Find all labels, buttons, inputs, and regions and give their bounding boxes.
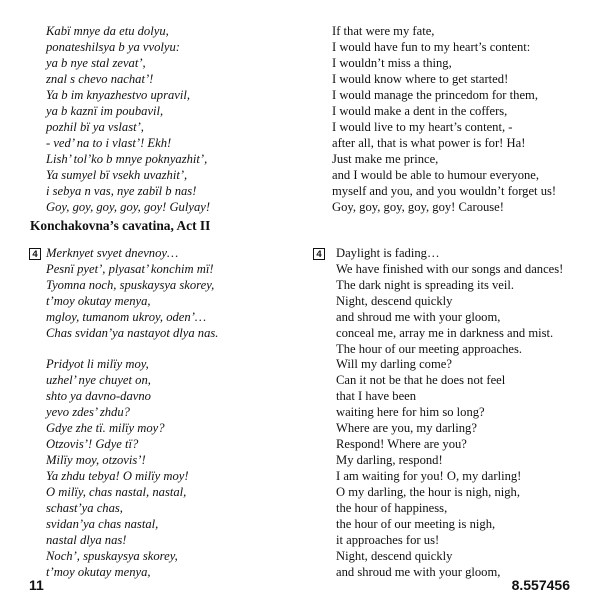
translation-line: it approaches for us!: [336, 533, 440, 547]
translation-line: I would manage the princedom for them,: [332, 88, 538, 102]
translation-line: The hour of our meeting approaches.: [336, 342, 523, 356]
translation-line: Can it not be that he does not feel: [336, 373, 506, 387]
translation-line: The dark night is spreading its veil.: [336, 278, 515, 292]
translation-line: that I have been: [336, 389, 417, 403]
lyric-line: O milïy, chas nastal, nastal,: [46, 485, 187, 499]
lyric-line: Ya b im knyazhestvo upravil,: [46, 88, 191, 102]
lyric-line: mgloy, tumanom ukroy, oden’…: [46, 310, 207, 324]
translation-line: Where are you, my darling?: [336, 421, 477, 435]
lyric-line: i sebya n vas, nye zabïl b nas!: [46, 184, 197, 198]
lyric-line: shto ya davno-davno: [46, 389, 151, 403]
lyric-line: nastal dlya nas!: [46, 533, 127, 547]
lyric-line: Otzovis’! Gdye tï?: [46, 437, 139, 451]
translation-line: I would have fun to my heart’s content:: [332, 40, 531, 54]
catalogue-number: 8.557456: [511, 577, 570, 593]
lyric-line: svidan’ya chas nastal,: [46, 517, 159, 531]
lyric-line: ponateshilsya b ya vvolyu:: [46, 40, 180, 54]
translation-line: Respond! Where are you?: [336, 437, 467, 451]
translation-line: If that were my fate,: [332, 24, 435, 38]
translation-line: I would make a dent in the coffers,: [332, 104, 508, 118]
lyric-line: Ya sumyel bï vsekh uvazhit’,: [46, 168, 188, 182]
lyric-line: yevo zdes’ zhdu?: [46, 405, 130, 419]
translation-line: I would live to my heart’s content, -: [332, 120, 513, 134]
translation-line: and shroud me with your gloom,: [336, 310, 501, 324]
lyric-line: ya b kaznï im poubavil,: [46, 104, 164, 118]
translation-line: after all, that is what power is for! Ha!: [332, 136, 526, 150]
lyric-line: Pridyot li milïy moy,: [46, 357, 149, 371]
translation-line: I am waiting for you! O, my darling!: [336, 469, 522, 483]
translation-line: conceal me, array me in darkness and mist.: [336, 326, 554, 340]
lyric-line: t’moy okutay menya,: [46, 565, 151, 579]
lyric-line: uzhel’ nye chuyet on,: [46, 373, 151, 387]
translation-line: Night, descend quickly: [336, 294, 453, 308]
translation-line: My darling, respond!: [336, 453, 443, 467]
track-marker-left: 4: [29, 248, 41, 260]
translation-line: waiting here for him so long?: [336, 405, 485, 419]
translation-line: Will my darling come?: [336, 357, 452, 371]
lyric-line: Ya zhdu tebya! O milïy moy!: [46, 469, 189, 483]
section-title: Konchakovna’s cavatina, Act II: [30, 218, 211, 233]
translation-line: I wouldn’t miss a thing,: [332, 56, 452, 70]
translation-line: We have finished with our songs and dances!: [336, 262, 564, 276]
lyric-line: Milïy moy, otzovis’!: [46, 453, 146, 467]
translation-line: and shroud me with your gloom,: [336, 565, 501, 579]
lyric-line: pozhil bï ya vslast’,: [46, 120, 144, 134]
lyric-line: Merknyet svyet dnevnoy…: [46, 246, 179, 260]
translation-line: Night, descend quickly: [336, 549, 453, 563]
lyric-line: Tyomna noch, spuskaysya skorey,: [46, 278, 215, 292]
lyric-line: Lish’ tol’ko b mnye poknyazhit’,: [46, 152, 208, 166]
lyric-line: Noch’, spuskaysya skorey,: [46, 549, 178, 563]
translation-line: Daylight is fading…: [336, 246, 440, 260]
lyric-line: ya b nye stal zevat’,: [46, 56, 146, 70]
translation-line: the hour of our meeting is nigh,: [336, 517, 496, 531]
translation-line: O my darling, the hour is nigh, nigh,: [336, 485, 520, 499]
lyric-line: Gdye zhe tï. milïy moy?: [46, 421, 165, 435]
lyric-line: Kabï mnye da etu dolyu,: [46, 24, 169, 38]
lyric-line: Goy, goy, goy, goy, goy! Gulyay!: [46, 200, 211, 214]
lyric-line: znal s chevo nachat’!: [46, 72, 154, 86]
track-marker-right: 4: [313, 248, 325, 260]
translation-line: Goy, goy, goy, goy, goy! Carouse!: [332, 200, 504, 214]
lyric-line: Pesnï pyet’, plyasat’ konchim mï!: [46, 262, 214, 276]
lyric-line: t’moy okutay menya,: [46, 294, 151, 308]
translation-line: myself and you, and you wouldn’t forget us!: [332, 184, 557, 198]
translation-line: and I would be able to humour everyone,: [332, 168, 540, 182]
lyric-line: schast’ya chas,: [46, 501, 123, 515]
page-number: 11: [29, 577, 44, 593]
lyric-line: - ved’ na to i vlast’! Ekh!: [46, 136, 172, 150]
translation-line: I would know where to get started!: [332, 72, 509, 86]
lyric-line: Chas svidan’ya nastayot dlya nas.: [46, 326, 219, 340]
translation-line: the hour of happiness,: [336, 501, 448, 515]
translation-line: Just make me prince,: [332, 152, 439, 166]
